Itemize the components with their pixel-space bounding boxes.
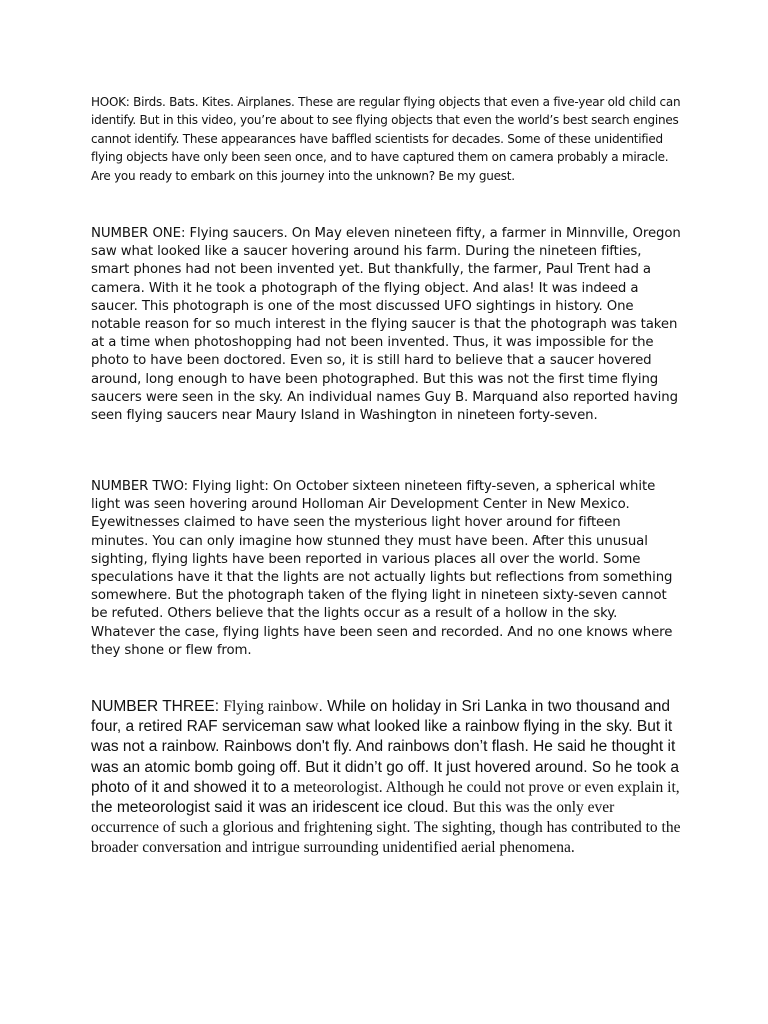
number-three-body-serif-2: But this was the only ever occurrence of such a glorious and frightening sight. The sighting, though has contributed to the broader conversation and intrigue surrounding unidentified aerial phenomena. xyxy=(91,799,681,857)
hook-paragraph: HOOK: Birds. Bats. Kites. Airplanes. These are regular flying objects that even a five-year old child can identify. But in this video, you’re about to see flying objects that even the world’s best search engines cannot identify. These appearances have baffled scientists for decades. Some of these unidentified flying objects have only been seen once, and to have captured them on camera probably a miracle. Are you ready to embark on this journey into the unknown? Be my guest. xyxy=(91,95,681,183)
number-three-paragraph xyxy=(91,697,681,859)
number-two-paragraph: NUMBER TWO: Flying light: On October sixteen nineteen fifty-seven, a spherical white light was seen hovering around Holloman Air Development Center in New Mexico. Eyewitnesses claimed to have seen the mysterious light hover around for fifteen minutes. You can only imagine how stunned they must have been. After this unusual sighting, flying lights have been reported in various places all over the world. Some speculations have it that the lights are not actually lights but reflections from something somewhere. But the photograph taken of the flying light in nineteen sixty-seven cannot be refuted. Others believe that the lights occur as a result of a hollow in the sky. Whatever the case, flying lights have been seen and recorded. And no one knows where they shone or flew from. xyxy=(91,479,673,658)
number-one-paragraph: NUMBER ONE: Flying saucers. On May eleven nineteen fifty, a farmer in Minnville, Oregon saw what looked like a saucer hovering around his farm. During the nineteen fifties, smart phones had not been invented yet. But thankfully, the farmer, Paul Trent had a camera. With it he took a photograph of the flying object. And alas! It was indeed a saucer. This photograph is one of the most discussed UFO sightings in history. One notable reason for so much interest in the flying saucer is that the photograph was taken at a time when photoshopping had not been invented. Thus, it was impossible for the photo to have been doctored. Even so, it is still hard to believe that a saucer hovered around, long enough to have been photographed. But this was not the first time flying saucers were seen in the sky. An individual names Guy B. Marquand also reported having seen flying saucers near Maury Island in Washington in nineteen forty-seven. xyxy=(91,226,681,424)
number-three-label: NUMBER THREE: xyxy=(91,698,224,715)
number-three-body-sans-2: he meteorologist said it was an iridescent ice cloud. xyxy=(95,799,453,817)
number-three-body-sans: . While on holiday in Sri Lanka in two thousand and four, a retired RAF serviceman saw what looked like a rainbow flying in the sky. But it was not a rainbow. Rainbows don't fly. And rainbows don’t flash. He said he thought it was an atomic bomb going off. But it didn’t go off. It just hovered around. So he took a photo of it and showed it to a xyxy=(91,698,679,796)
number-three-body-serif: meteorologist. Although he could not prove or even explain it, t xyxy=(91,778,680,817)
number-three-title: Flying rainbow xyxy=(223,698,319,715)
